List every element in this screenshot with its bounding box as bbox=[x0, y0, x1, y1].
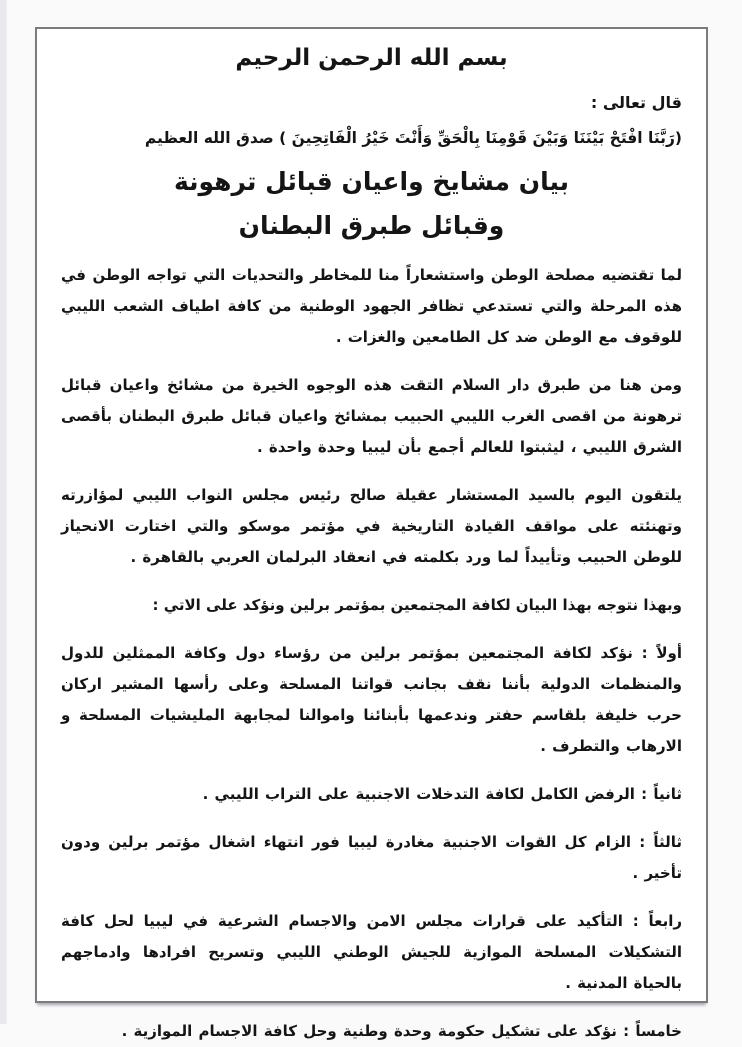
preamble-paragraph-2: ومن هنا من طبرق دار السلام التقت هذه الوجوه الخيرة من مشائخ واعيان قبائل ترهونة من اقصى الغرب الليبي الحبيب بمشائخ واعيان قبائل طبرق البطنان بأقصى الشرق الليبي ، ليثبتوا للعالم أجمع بأن ليبيا وحدة واحدة . bbox=[61, 376, 682, 456]
resolution-item-2: ثانياً : الرفض الكامل لكافة التدخلات الاجنبية على التراب الليبي . bbox=[202, 785, 682, 803]
resolutions-intro: وبهذا نتوجه بهذا البيان لكافة المجتمعين بمؤتمر برلين ونؤكد على الاتي : bbox=[152, 596, 682, 614]
resolution-item-5: خامساً : نؤكد على تشكيل حكومة وحدة وطنية وحل كافة الاجسام الموازية . bbox=[121, 1022, 682, 1040]
preamble-paragraph-1: لما تقتضيه مصلحة الوطن واستشعاراً منا للمخاطر والتحديات التي تواجه الوطن في هذه المرحلة والتي تستدعي تظافر الجهود الوطنية من كافة اطياف الشعب الليبي للوقوف مع الوطن ضد كل الطامعين والغزات . bbox=[61, 266, 682, 346]
photo-left-edge bbox=[0, 0, 7, 1024]
statement-title-line1: بيان مشايخ واعيان قبائل ترهونة bbox=[173, 167, 570, 196]
resolution-item-1: أولاً : نؤكد لكافة المجتمعين بمؤتمر برلين من رؤساء دول وكافة الممثلين للدول والمنظمات الدولية بأننا نقف بجانب قواتنا المسلحة وعلى رأسها المشير اركان حرب خليفة بلقاسم حفتر وندعمها بأبنائنا واموالنا لمجابهة المليشيات المسلحة و الارهاب والتطرف . bbox=[61, 644, 682, 755]
basmala-heading: بسم الله الرحمن الرحيم bbox=[235, 45, 508, 71]
quran-verse: (رَبَّنَا افْتَحْ بَيْنَنَا وَبَيْنَ قَوْمِنَا بِالْحَقِّ وَأَنْتَ خَيْرُ الْفَاتِحِينَ ) صدق الله العظيم bbox=[144, 129, 682, 147]
resolution-item-4: رابعاً : التأكيد على قرارات مجلس الامن والاجسام الشرعية في ليبيا لحل كافة التشكيلات المسلحة الموازية للجيش الوطني الليبي وتسريح افرادها وادماجهم بالحياة المدنية . bbox=[61, 912, 682, 992]
preamble-paragraph-3: يلتقون اليوم بالسيد المستشار عقيلة صالح رئيس مجلس النواب الليبي لمؤازرته وتهنئته على مواقف القيادة التاريخية في مؤتمر موسكو والتي اختارت الانحياز للوطن الحبيب وتأييداً لما ورد بكلمته في انعقاد البرلمان العربي بالقاهرة . bbox=[61, 486, 682, 566]
quote-intro: قال تعالى : bbox=[590, 93, 682, 112]
resolution-item-3: ثالثاً : الزام كل القوات الاجنبية مغادرة ليبيا فور انتهاء اشغال مؤتمر برلين ودون تأخير . bbox=[61, 833, 682, 882]
statement-page bbox=[35, 27, 708, 1040]
statement-title-line2: وقبائل طبرق البطنان bbox=[238, 211, 505, 240]
